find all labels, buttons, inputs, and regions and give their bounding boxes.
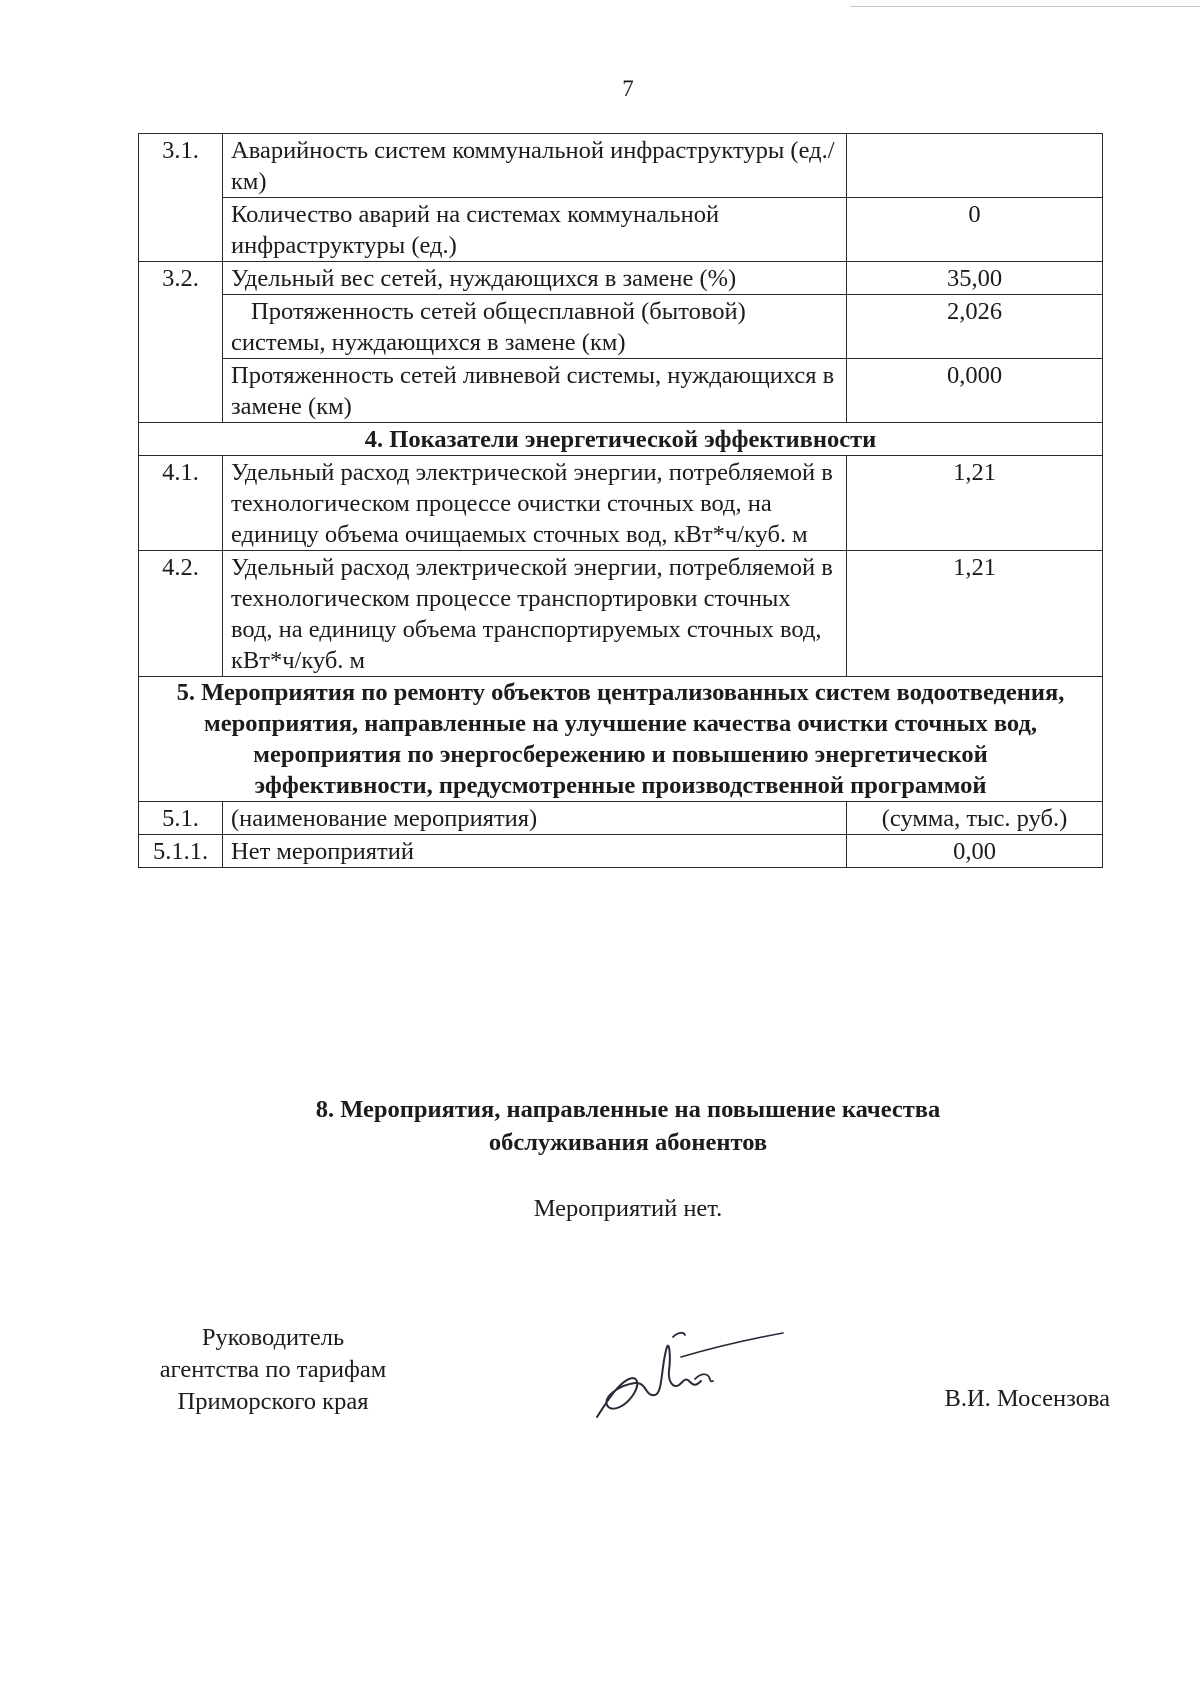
row-value: 0,000 bbox=[847, 359, 1103, 423]
row-number: 4.1. bbox=[139, 456, 223, 551]
table-row-4-2 bbox=[139, 551, 1103, 677]
row-text: Количество аварий на системах коммунальной инфраструктуры (ед.) bbox=[223, 198, 847, 262]
signer-position bbox=[128, 1322, 418, 1418]
signer-title-line2: агентства по тарифам bbox=[159, 1356, 387, 1383]
page-number: 7 bbox=[622, 76, 634, 101]
row-number: 3.1. bbox=[139, 134, 223, 262]
table-row-3-2-sub-2 bbox=[139, 359, 1103, 423]
row-text: Удельный вес сетей, нуждающихся в замене (%) bbox=[223, 262, 847, 295]
section-8-heading bbox=[0, 1093, 1200, 1159]
row-value: 0,00 bbox=[847, 835, 1103, 868]
indicators-table bbox=[138, 133, 1103, 868]
section-8-title-line1: 8. Мероприятия, направленные на повышение качества bbox=[315, 1096, 941, 1123]
row-text: Протяженность сетей ливневой системы, нуждающихся в замене (км) bbox=[223, 359, 847, 423]
handwritten-signature bbox=[585, 1325, 785, 1425]
table-row-4-1 bbox=[139, 456, 1103, 551]
row-number: 3.2. bbox=[139, 262, 223, 423]
row-text: Нет мероприятий bbox=[223, 835, 847, 868]
section-heading: 5. Мероприятия по ремонту объектов централизованных систем водоотведения, мероприятия, направленные на улучшение качества очистки сточных вод, мероприятия по энергосбережению и повышению энергетической эффективности, предусмотренные производственной программой bbox=[139, 677, 1103, 802]
row-text: Протяженность сетей общесплавной (бытовой) системы, нуждающихся в замене (км) bbox=[223, 295, 847, 359]
row-text: Аварийность систем коммунальной инфраструктуры (ед./км) bbox=[223, 134, 847, 198]
row-value bbox=[847, 134, 1103, 198]
signer-title-line1: Руководитель bbox=[201, 1324, 345, 1351]
row-text: Удельный расход электрической энергии, потребляемой в технологическом процессе транспортировки сточных вод, на единицу объема транспортируемых сточных вод, кВт*ч/куб. м bbox=[223, 551, 847, 677]
table-row-3-2 bbox=[139, 262, 1103, 295]
section-heading: 4. Показатели энергетической эффективности bbox=[139, 423, 1103, 456]
table-row-3-1-sub bbox=[139, 198, 1103, 262]
signer-name: В.И. Мосензова bbox=[944, 1385, 1110, 1412]
signer-title-line3: Приморского края bbox=[177, 1388, 369, 1415]
table-row-3-2-sub-1 bbox=[139, 295, 1103, 359]
row-text: (наименование мероприятия) bbox=[223, 802, 847, 835]
row-value: 35,00 bbox=[847, 262, 1103, 295]
section-row-4 bbox=[139, 423, 1103, 456]
row-text: Удельный расход электрической энергии, потребляемой в технологическом процессе очистки сточных вод, на единицу объема очищаемых сточных вод, кВт*ч/куб. м bbox=[223, 456, 847, 551]
row-number: 5.1. bbox=[139, 802, 223, 835]
section-row-5 bbox=[139, 677, 1103, 802]
table-row-5-1-1 bbox=[139, 835, 1103, 868]
top-rule bbox=[850, 6, 1200, 7]
row-value: 0 bbox=[847, 198, 1103, 262]
row-number: 5.1.1. bbox=[139, 835, 223, 868]
row-value: (сумма, тыс. руб.) bbox=[847, 802, 1103, 835]
row-value: 2,026 bbox=[847, 295, 1103, 359]
row-value: 1,21 bbox=[847, 456, 1103, 551]
row-value: 1,21 bbox=[847, 551, 1103, 677]
table-row-5-1 bbox=[139, 802, 1103, 835]
section-8-body: Мероприятий нет. bbox=[533, 1195, 723, 1222]
row-number: 4.2. bbox=[139, 551, 223, 677]
section-8-title-line2: обслуживания абонентов bbox=[488, 1129, 768, 1156]
table-row-3-1 bbox=[139, 134, 1103, 198]
